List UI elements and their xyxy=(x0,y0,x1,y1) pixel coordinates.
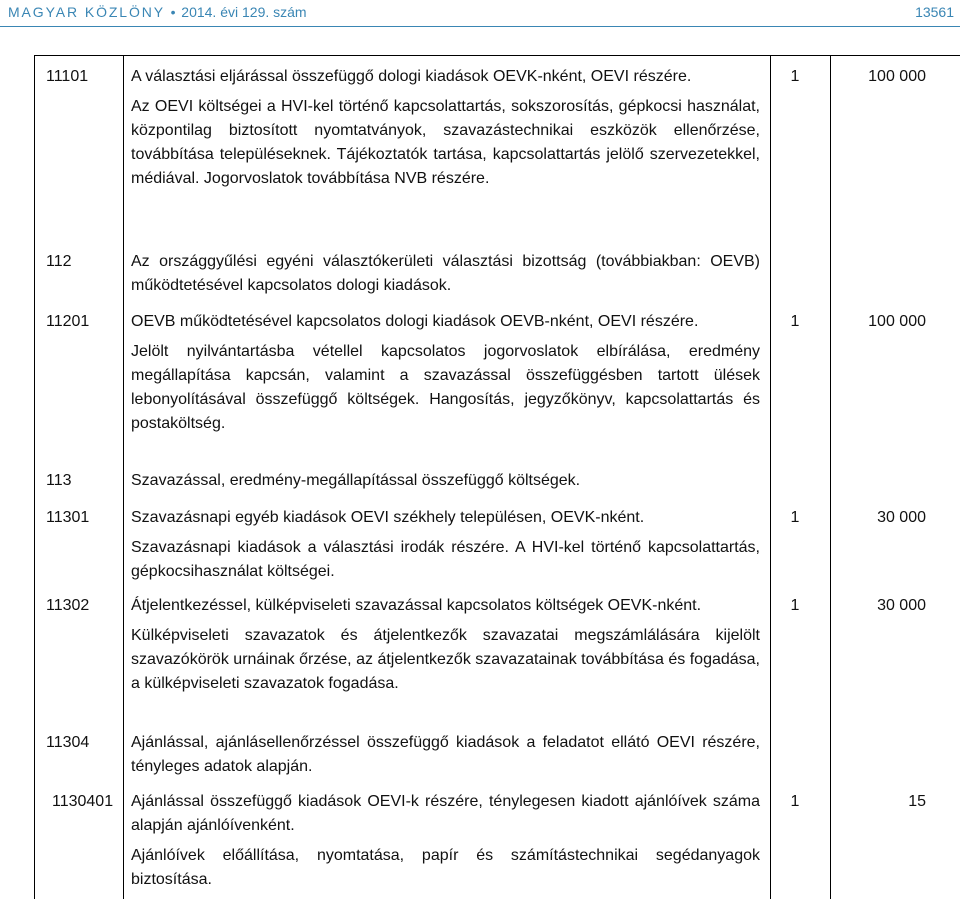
journal-title: MAGYAR KÖZLÖNY xyxy=(8,4,165,20)
row-description: Az OEVI költségei a HVI-kel történő kapcsolattartás, sokszorosítás, gépkocsi használat, központilag biztosított nyomtatványok, szavazástechnikai eszközök ellenőrzése, továbbítása településeknek. Tájékoztatók tartása, kapcsolattartás jelölő szervezetekkel, médiával. Jogorvoslatok továbbítása NVB részére. xyxy=(131,98,760,187)
column-divider-text xyxy=(770,55,771,899)
row-code: 1130401 xyxy=(52,793,114,810)
row-description: Jelölt nyilvántartásba vétellel kapcsolatos jogorvoslatok elbírálása, eredmény megállapítása kapcsán, valamint a szavazással összefüggésben tartott ülések lebonyolításával összefüggő költségek. Hangosítás, jegyzőkönyv, kapcsolattartás és postaköltség. xyxy=(131,343,760,432)
row-amount: 30 000 xyxy=(877,597,926,614)
row-amount: 15 xyxy=(908,793,926,810)
row-title: Ajánlással összefüggő kiadások OEVI-k részére, ténylegesen kiadott ajánlóívek száma alapján ajánlóívenként. xyxy=(131,793,760,834)
row-code: 11302 xyxy=(46,597,90,614)
page-header xyxy=(8,2,954,24)
row-text xyxy=(131,506,760,584)
row-description: Külképviseleti szavazatok és átjelentkezők szavazatai megszámlálására kijelölt szavazókörök urnáinak őrzése, az átjelentkezők szavazatainak továbbítása és fogadása, a külképviseleti szavazatok fogadása. xyxy=(131,627,760,692)
row-text xyxy=(131,731,760,779)
row-text xyxy=(131,469,760,493)
row-quantity: 1 xyxy=(790,793,800,810)
row-title: Az országgyűlési egyéni választókerületi választási bizottság (továbbiakban: OEVB) működtetésével kapcsolatos dologi kiadások. xyxy=(131,253,760,294)
row-quantity: 1 xyxy=(790,597,800,614)
row-code: 11201 xyxy=(46,313,90,330)
page-number: 13561 xyxy=(915,4,954,20)
header-rule xyxy=(0,26,960,27)
row-quantity: 1 xyxy=(790,509,800,526)
column-divider-qty xyxy=(830,55,831,899)
row-text xyxy=(131,65,760,191)
row-code: 11301 xyxy=(46,509,90,526)
row-description: Ajánlóívek előállítása, nyomtatása, papír és számítástechnikai segédanyagok biztosítása. xyxy=(131,847,760,888)
row-amount: 30 000 xyxy=(877,509,926,526)
row-amount: 100 000 xyxy=(868,68,926,85)
row-text xyxy=(131,790,760,892)
journal-running-head xyxy=(8,4,307,20)
row-text xyxy=(131,594,760,696)
row-amount: 100 000 xyxy=(868,313,926,330)
row-code: 113 xyxy=(46,472,72,489)
row-title: Szavazással, eredmény-megállapítással összefüggő költségek. xyxy=(131,472,581,489)
row-text xyxy=(131,310,760,436)
row-quantity: 1 xyxy=(790,68,800,85)
row-title: OEVB működtetésével kapcsolatos dologi kiadások OEVB-nként, OEVI részére. xyxy=(131,313,699,330)
row-quantity: 1 xyxy=(790,313,800,330)
row-code: 11304 xyxy=(46,734,90,751)
row-title: Ajánlással, ajánlásellenőrzéssel összefüggő kiadások a feladatot ellátó OEVI részére, tényleges adatok alapján. xyxy=(131,734,760,775)
row-code: 112 xyxy=(46,253,72,270)
row-text xyxy=(131,250,760,298)
row-code: 11101 xyxy=(46,68,89,85)
issue-label: 2014. évi 129. szám xyxy=(181,4,307,20)
row-description: Szavazásnapi kiadások a választási irodák részére. A HVI-kel történő kapcsolattartás, gépkocsihasználat költségei. xyxy=(131,539,760,580)
row-title: A választási eljárással összefüggő dologi kiadások OEVK-nként, OEVI részére. xyxy=(131,68,692,85)
column-divider-code xyxy=(123,55,124,899)
row-title: Szavazásnapi egyéb kiadások OEVI székhely településen, OEVK-nként. xyxy=(131,509,645,526)
row-title: Átjelentkezéssel, külképviseleti szavazással kapcsolatos költségek OEVK-nként. xyxy=(131,597,702,614)
header-separator: • xyxy=(170,4,176,20)
